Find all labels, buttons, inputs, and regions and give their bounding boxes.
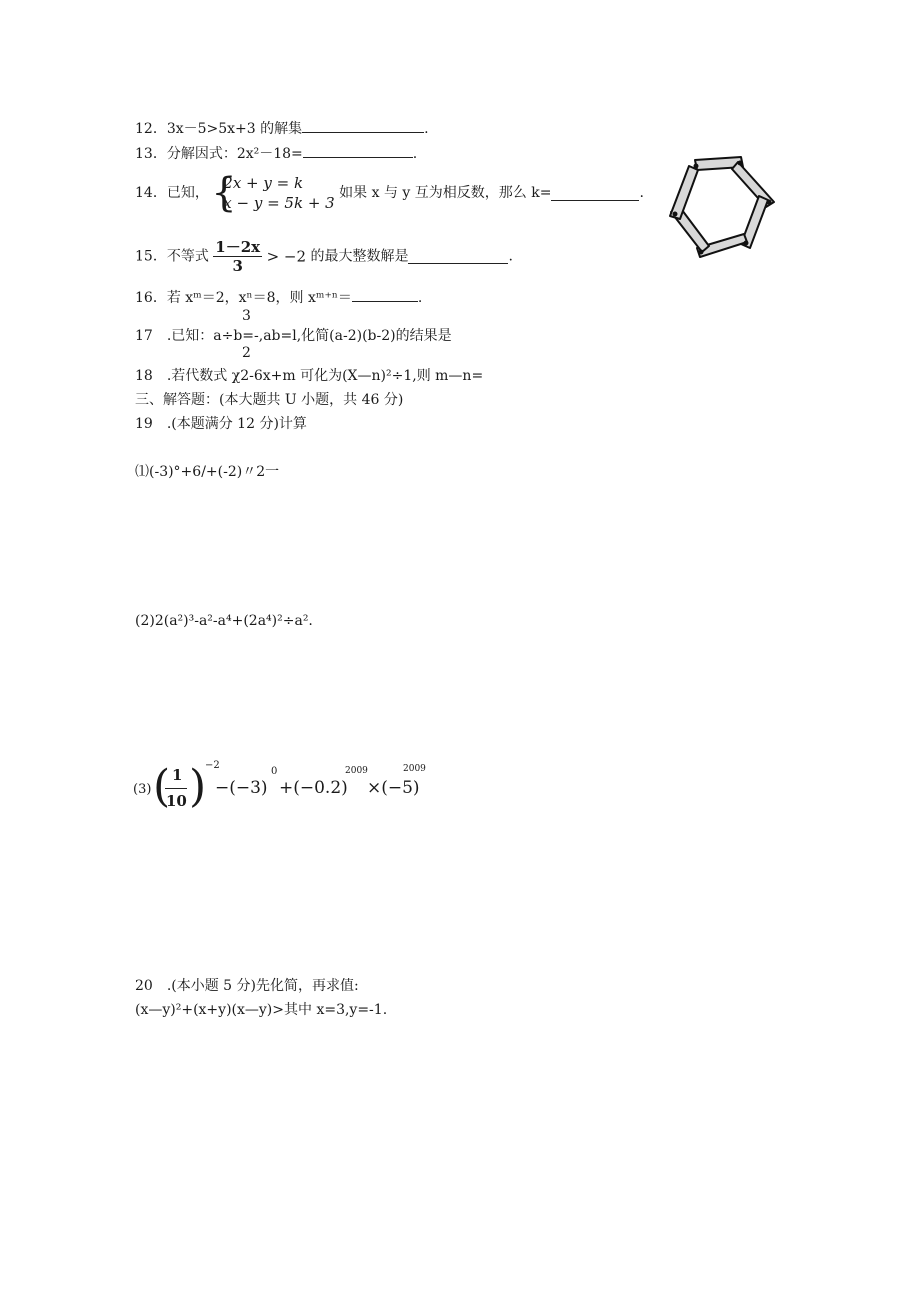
exponent-1: −2 (205, 760, 220, 771)
question-12: 12．3x－5>5x+3 的解集 . (135, 118, 429, 138)
equation-system: { 2x + y = k x − y = 5k + 3 (211, 170, 335, 216)
question-20-expression: (x—y)²+(x+y)(x—y)>其中 x=3,y=-1. (135, 1002, 388, 1018)
question-17: 17 .已知：a÷b=-,ab=l,化简(a-2)(b-2)的结果是 (135, 328, 452, 344)
fraction-numerator: 1 (172, 766, 183, 784)
part-3-label: (3) (133, 782, 152, 797)
question-19-part-2: (2)2(a²)³-a²-a⁴+(2a⁴)²÷a². (135, 613, 313, 629)
answer-blank-13[interactable] (303, 143, 413, 158)
question-15-number: 15．不等式 (135, 248, 209, 265)
equation-1: 2x + y = k (223, 174, 304, 192)
answer-blank-15[interactable] (408, 249, 508, 264)
question-16-text: 16．若 xᵐ＝2，xⁿ＝8，则 xᵐ⁺ⁿ＝ (135, 290, 352, 306)
question-16: 16．若 xᵐ＝2，xⁿ＝8，则 xᵐ⁺ⁿ＝ . (135, 287, 422, 307)
answer-blank-16[interactable] (352, 287, 418, 302)
term-2: +(−0.2) (279, 778, 348, 798)
question-19: 19 .(本题满分 12 分)计算 (135, 416, 307, 432)
question-17-top-digit: 3 (242, 308, 251, 324)
answer-blank-14[interactable] (551, 186, 639, 201)
inequality-relation: > −2 (266, 247, 307, 266)
term-1: −(−3) (215, 778, 268, 798)
question-13-text: 13．分解因式：2x²－18= (135, 146, 303, 162)
fraction-denominator: 3 (232, 257, 243, 275)
question-18: 18 .若代数式 χ2-6x+m 可化为(X—n)²÷1,则 m—n= (135, 368, 484, 384)
question-15: 15．不等式 $\frac{1-2x}{3}$ > −2 的最大整数解是 . (135, 238, 513, 275)
hexagon-strips-figure (668, 152, 778, 267)
fraction-denominator: 10 (166, 792, 187, 810)
fraction-numerator: 1－2x (215, 238, 261, 256)
equation-2: x − y = 5k + 3 (223, 194, 335, 212)
fraction (213, 238, 262, 275)
exponent-4: 2009 (403, 764, 426, 774)
question-12-text: 12．3x－5>5x+3 的解集 (135, 121, 303, 137)
term-3: ×(−5) (367, 778, 420, 798)
question-19-part-1: ⑴(-3)°+6/+(-2)〃2一 (135, 464, 280, 480)
exponent-3: 2009 (345, 766, 368, 776)
question-17-bottom-digit: 2 (242, 345, 251, 361)
answer-blank-12[interactable] (302, 118, 424, 133)
exponent-2: 0 (271, 766, 278, 777)
question-13: 13．分解因式：2x²－18= . (135, 143, 417, 163)
question-15-text: 的最大整数解是 (310, 248, 409, 265)
question-19-part-3: (3) ( 1 10 ) −2 −(−3) 0 +(−0.2) 2009 ×(−5) 2009 (133, 760, 426, 812)
section-3-heading: 三、解答题：(本大题共 U 小题，共 46 分) (135, 392, 404, 408)
question-20: 20 .(本小题 5 分)先化简，再求值: (135, 978, 359, 994)
question-14-number: 14．已知， (135, 185, 209, 201)
question-14-text: 如果 x 与 y 互为相反数，那么 k= (339, 185, 552, 201)
question-14: 14．已知， { 2x + y = k x − y = 5k + 3 如果 x 与 y 互为相反数，那么 k= . (135, 170, 644, 216)
